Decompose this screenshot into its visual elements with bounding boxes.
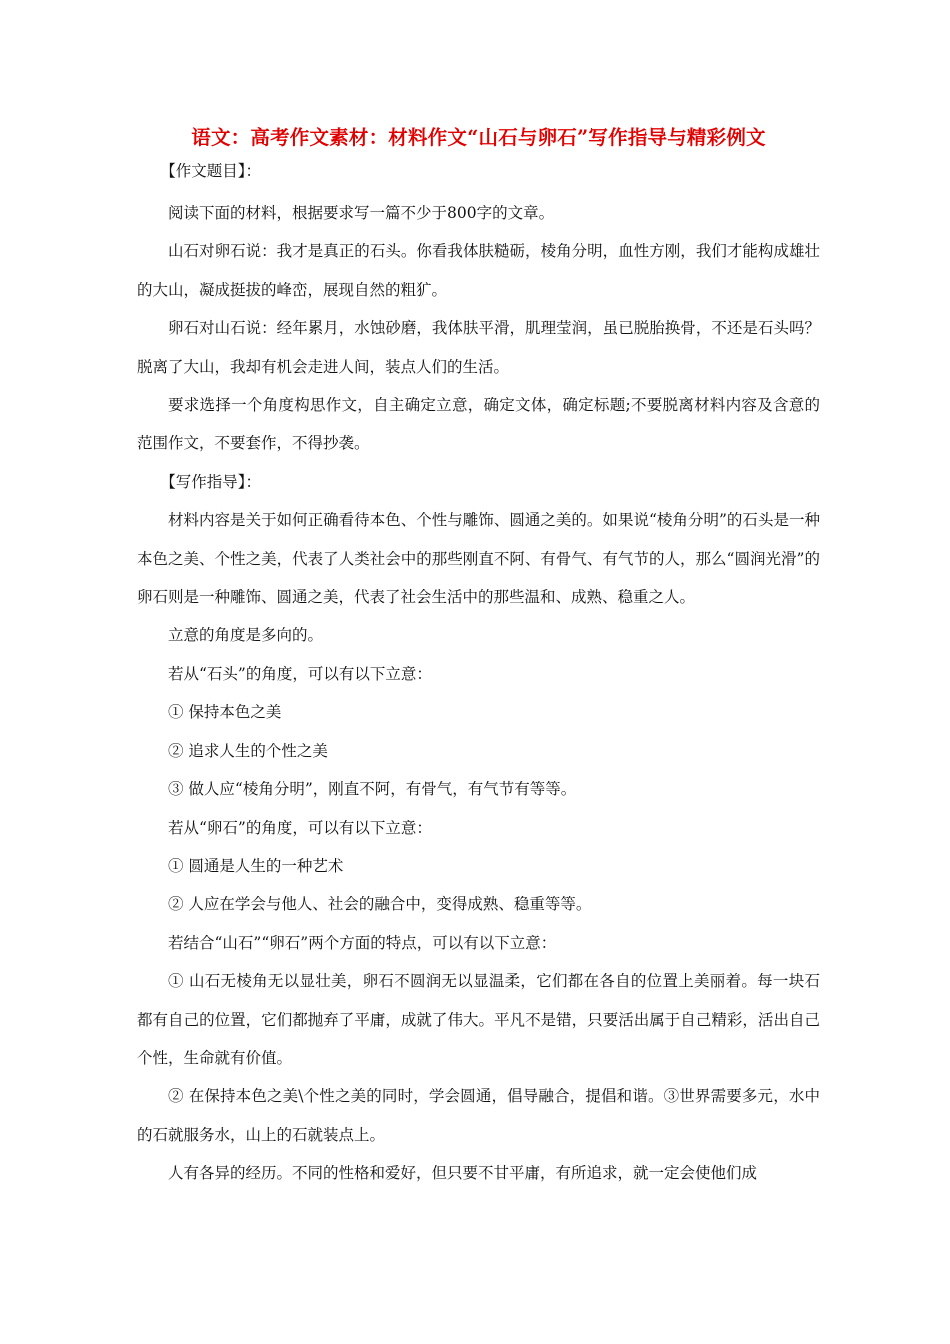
list-item: ① 山石无棱角无以显壮美，卵石不圆润无以显温柔，它们都在各自的位置上美丽着。每一块石都有自己的位置，它们都抛弃了平庸，成就了伟大。平凡不是错，只要活出属于自己精彩，活出自己个性，生命就有价值。: [137, 972, 820, 1067]
paragraph: 阅读下面的材料，根据要求写一篇不少于800字的文章。: [168, 204, 555, 222]
section-heading-topic: 【作文题目】：: [160, 162, 262, 180]
document-page: [137, 122, 820, 1193]
paragraph: 若从“石头”的角度，可以有以下立意：: [168, 664, 432, 683]
list-item: ② 人应在学会与他人、社会的融合中，变得成熟、稳重等等。: [168, 895, 592, 914]
list-item: ② 在保持本色之美\个性之美的同时，学会圆通，倡导融合，提倡和谐。③世界需要多元，水中的石就服务水，山上的石就装点上。: [137, 1087, 820, 1144]
paragraph: 人有各异的经历。不同的性格和爱好，但只要不甘平庸，有所追求，就一定会使他们成: [168, 1164, 758, 1183]
paragraph: 材料内容是关于如何正确看待本色、个性与雕饰、圆通之美的。如果说“棱角分明”的石头是一种本色之美、个性之美，代表了人类社会中的那些刚直不阿、有骨气、有气节的人，那么“圆润光滑”的卵石则是一种雕饰、圆通之美，代表了社会生活中的那些温和、成熟、稳重之人。: [137, 511, 820, 607]
paragraph: 若结合“山石”“卵石”两个方面的特点，可以有以下立意：: [168, 933, 557, 952]
list-item: ① 保持本色之美: [168, 703, 282, 722]
list-item: ① 圆通是人生的一种艺术: [168, 856, 344, 875]
document-body: [137, 154, 820, 1193]
list-item: ② 追求人生的个性之美: [168, 741, 328, 760]
paragraph: 卵石对山石说：经年累月，水蚀砂磨，我体肤平滑，肌理莹润，虽已脱胎换骨，不还是石头吗？脱离了大山，我却有机会走进人间，装点人们的生活。: [137, 319, 820, 376]
paragraph: 山石对卵石说：我才是真正的石头。你看我体肤糙砺，棱角分明，血性方刚，我们才能构成雄壮的大山，凝成挺拔的峰峦，展现自然的粗犷。: [137, 242, 820, 299]
document-title: 语文：高考作文素材：材料作文“山石与卵石”写作指导与精彩例文: [191, 126, 766, 149]
list-item: ③ 做人应“棱角分明”，刚直不阿，有骨气，有气节有等等。: [168, 780, 577, 799]
paragraph: 要求选择一个角度构思作文，自主确定立意，确定文体，确定标题;不要脱离材料内容及含意的范围作文，不要套作，不得抄袭。: [137, 396, 820, 453]
paragraph: 若从“卵石”的角度，可以有以下立意：: [168, 818, 432, 837]
section-heading-guidance: 【写作指导】：: [160, 472, 262, 491]
paragraph: 立意的角度是多向的。: [168, 626, 324, 645]
